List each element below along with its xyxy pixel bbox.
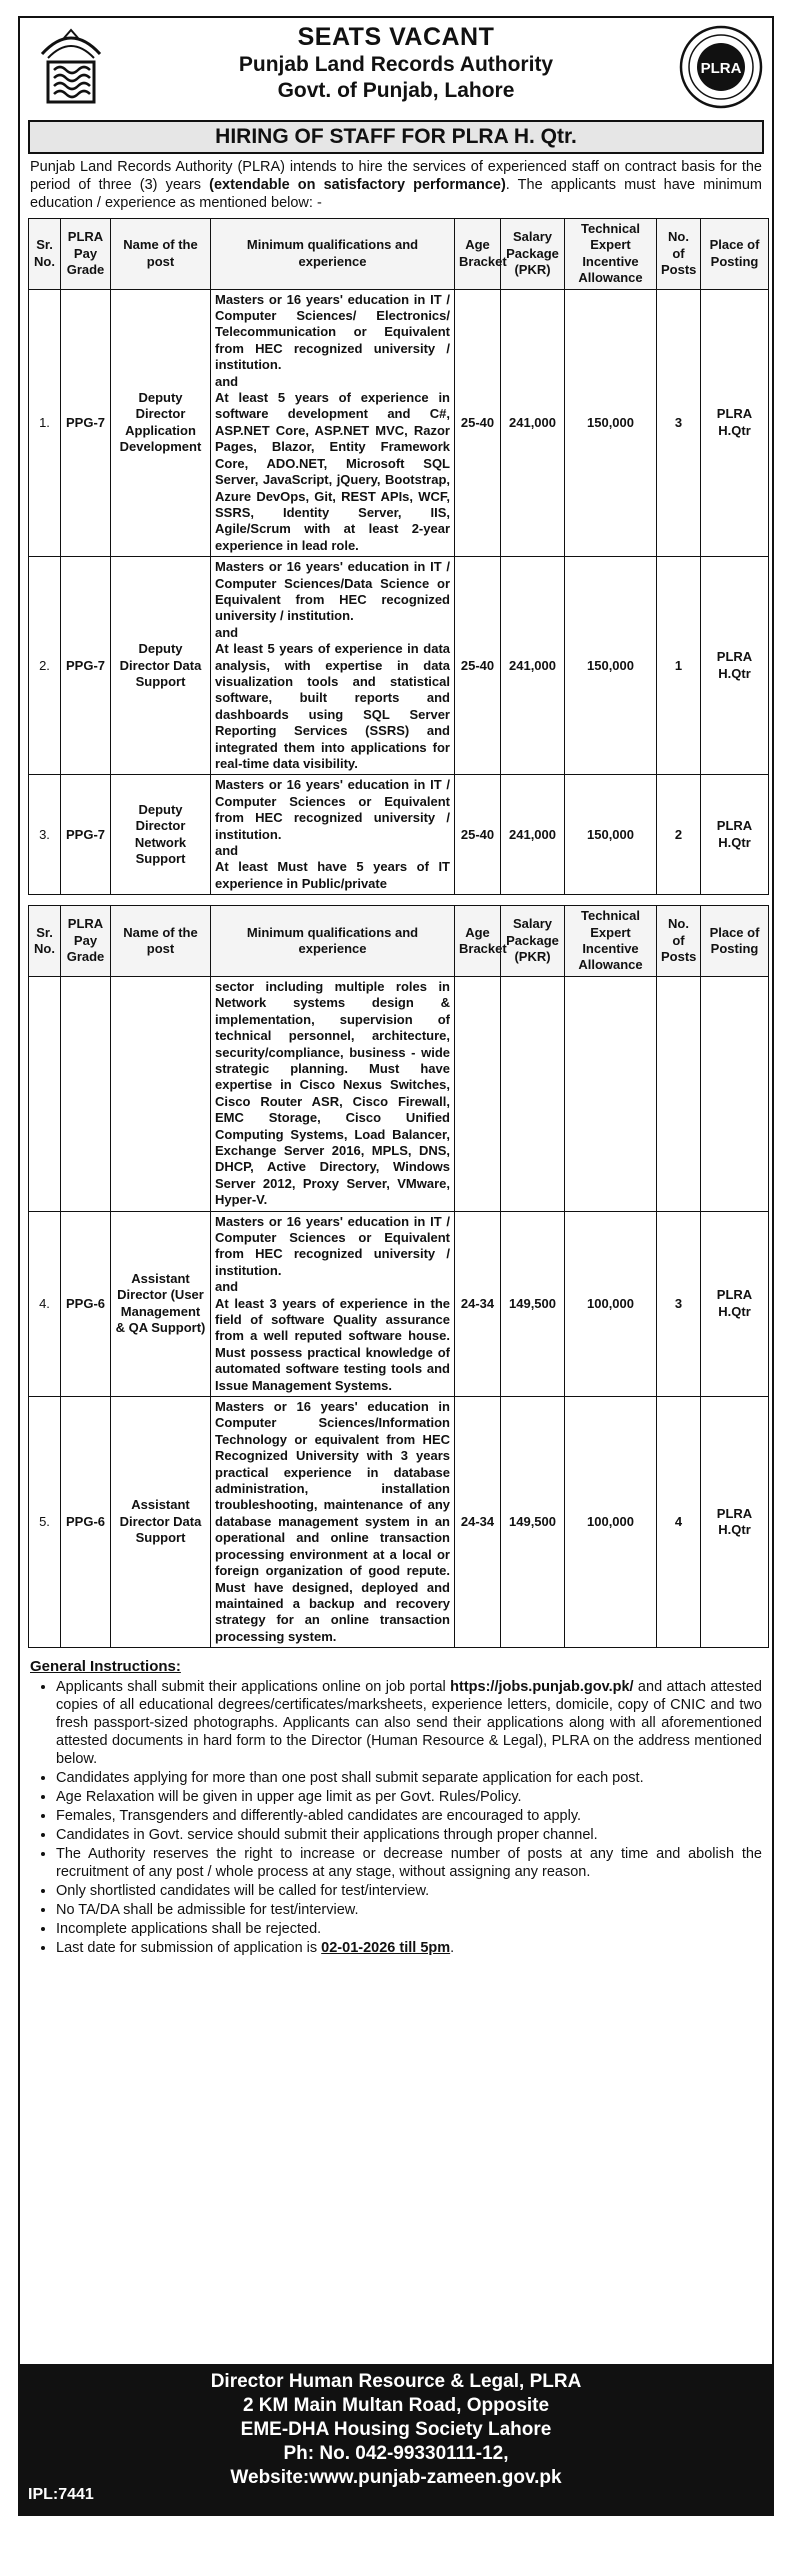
cell-post: Deputy Director Data Support — [111, 557, 211, 775]
col-post: Name of the post — [111, 219, 211, 290]
table-row — [29, 289, 769, 557]
footer-line: EME-DHA Housing Society Lahore — [240, 2419, 552, 2440]
general-instructions-title: General Instructions: — [30, 1658, 181, 1676]
intro-paragraph — [30, 158, 762, 212]
cell-allowance: 100,000 — [565, 1397, 657, 1648]
cell-place: PLRA H.Qtr — [701, 557, 769, 775]
punjab-govt-logo — [28, 24, 114, 110]
cell-grade: PPG-7 — [61, 775, 111, 895]
cell-grade: PPG-7 — [61, 289, 111, 557]
cell-age: 24-34 — [455, 1211, 501, 1396]
cell-age: 24-34 — [455, 1397, 501, 1648]
cell-posts: 2 — [657, 775, 701, 895]
general-instructions — [30, 1658, 762, 1957]
cell-sr: 5. — [29, 1397, 61, 1648]
cell-salary: 241,000 — [501, 775, 565, 895]
col-age: Age Bracket — [455, 906, 501, 977]
table-row — [29, 557, 769, 775]
job-portal-link[interactable]: https://jobs.punjab.gov.pk/ — [450, 1679, 634, 1696]
col-posts: No. of Posts — [657, 906, 701, 977]
cell-salary: 149,500 — [501, 1211, 565, 1396]
cell-allowance: 150,000 — [565, 289, 657, 557]
col-sr: Sr. No. — [29, 219, 61, 290]
plra-logo — [678, 24, 764, 110]
cell-post: Deputy Director Application Development — [111, 289, 211, 557]
table-row — [29, 1397, 769, 1648]
col-grade: PLRA Pay Grade — [61, 906, 111, 977]
cell-qual: Masters or 16 years' education in IT / Computer Sciences/Data Science or Equivalent from HEC recognized university / institution. and At least 5 years of experience in data analysis, with expertise in data visualization tools and statistical software, built reports and dashboards using SQL Server Reporting Services (SSRS) and integrated them into applications for real-time data visibility. — [211, 557, 455, 775]
hiring-banner: HIRING OF STAFF FOR PLRA H. Qtr. — [28, 120, 764, 154]
cell-sr: 2. — [29, 557, 61, 775]
intro-text-1: Punjab Land Records Authority (PLRA) intends to hire the services of experienced staff on contract basis for the period of three (3) years — [30, 159, 762, 193]
col-sr: Sr. No. — [29, 906, 61, 977]
cell-salary: 241,000 — [501, 557, 565, 775]
govt-name: Govt. of Punjab, Lahore — [277, 79, 515, 102]
cell-post: Assistant Director Data Support — [111, 1397, 211, 1648]
cell-sr: 4. — [29, 1211, 61, 1396]
advertisement — [18, 16, 774, 2516]
col-qual: Minimum qualifications and experience — [211, 906, 455, 977]
list-item: • Age Relaxation will be given in upper age limit as per Govt. Rules/Policy. — [56, 1788, 762, 1806]
cell-place: PLRA H.Qtr — [701, 775, 769, 895]
footer-contact — [20, 2364, 772, 2514]
jobs-table-1 — [28, 218, 769, 895]
cell-age: 25-40 — [455, 557, 501, 775]
page-title: SEATS VACANT — [297, 23, 495, 51]
col-place: Place of Posting — [701, 906, 769, 977]
jobs-table-2 — [28, 905, 769, 1648]
cell-posts: 3 — [657, 1211, 701, 1396]
col-allowance: Technical Expert Incentive Allowance — [565, 219, 657, 290]
col-posts: No. of Posts — [657, 219, 701, 290]
cell-qual: Masters or 16 years' education in Computer Sciences/Information Technology or equivalent from HEC Recognized University with 3 years practical experience in database administration, installation troubleshooting, maintenance of any database management system in an operational and online transaction processing environment at a local or foreign organization of good repute. Must have designed, deployed and maintained a backup and recovery strategy for an online transaction processing system. — [211, 1397, 455, 1648]
cell-posts: 1 — [657, 557, 701, 775]
table-row-continuation — [29, 976, 769, 1211]
footer-line: 2 KM Main Multan Road, Opposite — [242, 2395, 550, 2416]
list-item: • Incomplete applications shall be rejected. — [56, 1920, 762, 1938]
cell-age: 25-40 — [455, 775, 501, 895]
cell-grade: PPG-7 — [61, 557, 111, 775]
cell-place: PLRA H.Qtr — [701, 1211, 769, 1396]
cell-sr: 3. — [29, 775, 61, 895]
cell-salary: 149,500 — [501, 1397, 565, 1648]
footer-website[interactable]: Website:www.punjab-zameen.gov.pk — [230, 2467, 562, 2488]
list-item: • Candidates applying for more than one post shall submit separate application for each post. — [56, 1769, 762, 1787]
list-item: • Last date for submission of application is 02-01-2026 till 5pm. — [56, 1939, 762, 1957]
table-row — [29, 775, 769, 895]
col-salary: Salary Package (PKR) — [501, 219, 565, 290]
col-salary: Salary Package (PKR) — [501, 906, 565, 977]
col-post: Name of the post — [111, 906, 211, 977]
cell-grade: PPG-6 — [61, 1211, 111, 1396]
cell-sr: 1. — [29, 289, 61, 557]
intro-text-2: . The applicants must have minimum education / experience as mentioned below: - — [30, 177, 762, 211]
table-header-row — [29, 906, 769, 977]
footer-line: Director Human Resource & Legal, PLRA — [210, 2371, 582, 2392]
cell-posts: 3 — [657, 289, 701, 557]
intro-text-bold: (extendable on satisfactory performance) — [209, 177, 506, 193]
cell-qual: Masters or 16 years' education in IT / Computer Sciences or Equivalent from HEC recognized university / institution. and At least Must have 5 years of IT experience in Public/private — [211, 775, 455, 895]
col-allowance: Technical Expert Incentive Allowance — [565, 906, 657, 977]
col-qual: Minimum qualifications and experience — [211, 219, 455, 290]
org-name: Punjab Land Records Authority — [238, 53, 554, 76]
cell-grade: PPG-6 — [61, 1397, 111, 1648]
cell-qual-continuation: sector including multiple roles in Network systems design & implementation, supervision of technical personnel, architecture, security/compliance, business - wide strategic planning. Must have expertise in Cisco Nexus Switches, Cisco Router ASR, Cisco Firewall, EMC Storage, Cisco Unified Computing Systems, Load Balancer, Exchange Server 2016, MPLS, DNS, DHCP, Active Directory, Windows Server 2012, Proxy Server, VMware, Hyper-V. — [211, 976, 455, 1211]
col-place: Place of Posting — [701, 219, 769, 290]
plra-logo-text: PLRA — [700, 60, 742, 77]
instructions-list — [30, 1678, 762, 1957]
table-row — [29, 1211, 769, 1396]
table-header-row — [29, 219, 769, 290]
list-item: • The Authority reserves the right to increase or decrease number of posts at any time and abolish the recruitment of any post / whole process at any stage, without assigning any reason. — [56, 1845, 762, 1881]
cell-allowance: 150,000 — [565, 775, 657, 895]
cell-salary: 241,000 — [501, 289, 565, 557]
col-age: Age Bracket — [455, 219, 501, 290]
ipl-code: IPL:7441 — [28, 2486, 94, 2503]
col-grade: PLRA Pay Grade — [61, 219, 111, 290]
cell-qual: Masters or 16 years' education in IT / Computer Sciences/ Electronics/ Telecommunication or Equivalent from HEC recognized university / institution. and At least 5 years of experience in software development and C#, ASP.NET Core, ASP.NET MVC, Razor Pages, Blazor, Entity Framework Core, ADO.NET, Microsoft SQL Server, JavaScript, jQuery, Bootstrap, Azure DevOps, Git, REST APIs, WCF, SSRS, Identity Server, IIS, Agile/Scrum with at least 2-year experience in lead role. — [211, 289, 455, 557]
cell-post: Deputy Director Network Support — [111, 775, 211, 895]
list-item: • Applicants shall submit their applications online on job portal https://jobs.punjab.gov.pk/ and attach attested copies of all educational degrees/certificates/marksheets, experience letters, domicile, copy of CNIC and two fresh passport-sized photographs. Applicants can also send their applications along with all aforementioned attested documents in hard form to the Director (Human Resource & Legal), PLRA on the address mentioned below. — [56, 1678, 762, 1768]
cell-posts: 4 — [657, 1397, 701, 1648]
cell-allowance: 150,000 — [565, 557, 657, 775]
cell-place: PLRA H.Qtr — [701, 289, 769, 557]
cell-place: PLRA H.Qtr — [701, 1397, 769, 1648]
cell-post: Assistant Director (User Management & QA Support) — [111, 1211, 211, 1396]
last-date: 02-01-2026 till 5pm — [321, 1940, 451, 1957]
list-item: • Only shortlisted candidates will be called for test/interview. — [56, 1882, 762, 1900]
list-item: • No TA/DA shall be admissible for test/interview. — [56, 1901, 762, 1919]
list-item: • Candidates in Govt. service should submit their applications through proper channel. — [56, 1826, 762, 1844]
footer-line: Ph: No. 042-99330111-12, — [283, 2443, 509, 2464]
cell-age: 25-40 — [455, 289, 501, 557]
cell-qual: Masters or 16 years' education in IT / Computer Sciences or Equivalent from HEC recognized university / institution. and At least 3 years of experience in the field of software Quality assurance from a well reputed software house. Must possess practical knowledge of automated software testing tools and Issue Management Systems. — [211, 1211, 455, 1396]
cell-allowance: 100,000 — [565, 1211, 657, 1396]
header — [20, 18, 772, 116]
list-item: • Females, Transgenders and differently-abled candidates are encouraged to apply. — [56, 1807, 762, 1825]
